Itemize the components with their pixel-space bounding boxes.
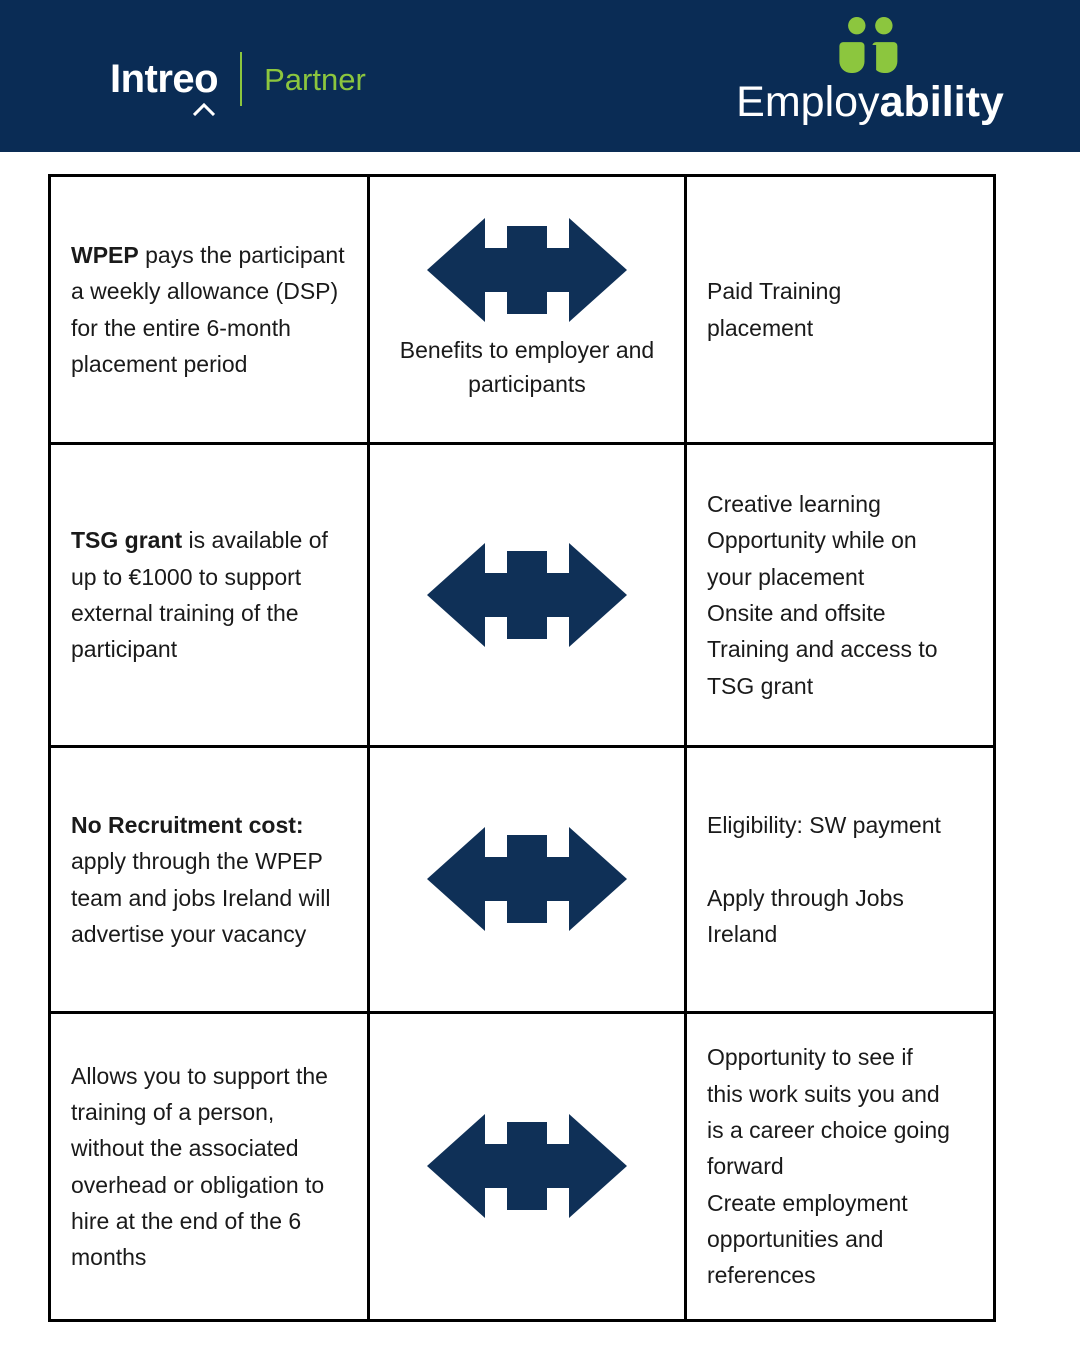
- row-2-left-cell: [51, 445, 370, 745]
- row-2-right-line: Creative learning: [706, 491, 881, 518]
- intreo-logo-text: Intreo: [110, 57, 219, 101]
- double-headed-arrow-icon: [427, 1114, 627, 1219]
- row-2-right-line: TSG grant: [706, 672, 814, 699]
- row-3-right-cell: [687, 748, 993, 1011]
- row-2-right-line: Opportunity while on: [706, 527, 917, 554]
- row-1-middle-cell: [370, 177, 687, 442]
- intreo-wordmark: [110, 59, 218, 99]
- row-2-middle-cell: [370, 445, 687, 745]
- row-1-right-line: placement: [706, 314, 814, 341]
- row-1-left-text: pays the participant a weekly allowance (DSP) for the entire 6-month placement period: [71, 241, 345, 377]
- row-1-right-cell: [687, 177, 993, 442]
- row-1-left-cell: [51, 177, 370, 442]
- row-2-right-line: Onsite and offsite: [706, 600, 886, 626]
- row-4-right-line: Create employment: [706, 1189, 908, 1216]
- row-1-middle-caption: Benefits to employer and participants: [399, 336, 655, 397]
- row-3-left-cell: [51, 748, 370, 1011]
- row-3-middle-cell: [370, 748, 687, 1011]
- row-1-left-strong: WPEP: [71, 241, 139, 268]
- employability-text-bold: ability: [879, 78, 1004, 126]
- row-3-left-text: apply through the WPEP team and jobs Ireland will advertise your vacancy: [71, 848, 331, 947]
- row-2-right-line: your placement: [706, 563, 865, 590]
- two-people-icon: [822, 16, 919, 74]
- row-4-left-text: Allows you to support the training of a person, without the associated overhead or obligation to hire at the end of the 6 months: [71, 1062, 328, 1271]
- intreo-partner-logo: [110, 52, 366, 106]
- double-headed-arrow-icon: [427, 218, 627, 323]
- row-2-right-cell: [687, 445, 993, 745]
- table-row: [51, 177, 993, 445]
- row-4-middle-cell: [370, 1014, 687, 1319]
- header-banner: [0, 0, 1080, 152]
- row-4-left-cell: [51, 1014, 370, 1319]
- row-4-right-cell: [687, 1014, 993, 1319]
- employability-logo: [720, 16, 1020, 124]
- row-4-right-line: this work suits you and: [706, 1080, 940, 1107]
- row-3-right-line: Ireland: [706, 920, 778, 947]
- row-4-right-line: references: [706, 1262, 816, 1289]
- row-4-right-line: Opportunity to see if: [706, 1044, 913, 1071]
- employability-wordmark: [720, 78, 1020, 126]
- table-row: [51, 445, 993, 748]
- row-2-left-text: is available of up to €1000 to support external training of the participant: [71, 527, 328, 663]
- row-3-right-line: Eligibility: SW payment: [706, 811, 941, 838]
- double-headed-arrow-icon: [427, 827, 627, 932]
- row-3-right-spacer: [707, 843, 973, 879]
- row-3-left-strong: No Recruitment cost:: [71, 811, 304, 838]
- table-row: [51, 748, 993, 1014]
- row-4-right-line: is a career choice going: [706, 1117, 950, 1143]
- benefits-table: [48, 174, 996, 1322]
- row-4-right-line: opportunities and: [706, 1225, 884, 1252]
- employability-text-light: Employ: [736, 78, 880, 126]
- partner-label: Partner: [264, 61, 366, 97]
- row-1-right-line: Paid Training: [706, 278, 842, 305]
- double-headed-arrow-icon: [427, 543, 627, 648]
- row-2-right-line: Training and access to: [706, 636, 938, 663]
- row-2-left-strong: TSG grant: [71, 527, 183, 554]
- row-3-right-line: Apply through Jobs: [706, 884, 904, 911]
- row-4-right-line: forward: [706, 1153, 784, 1180]
- logo-divider: [240, 52, 242, 106]
- table-row: [51, 1014, 993, 1322]
- chevron-up-icon: [193, 103, 215, 116]
